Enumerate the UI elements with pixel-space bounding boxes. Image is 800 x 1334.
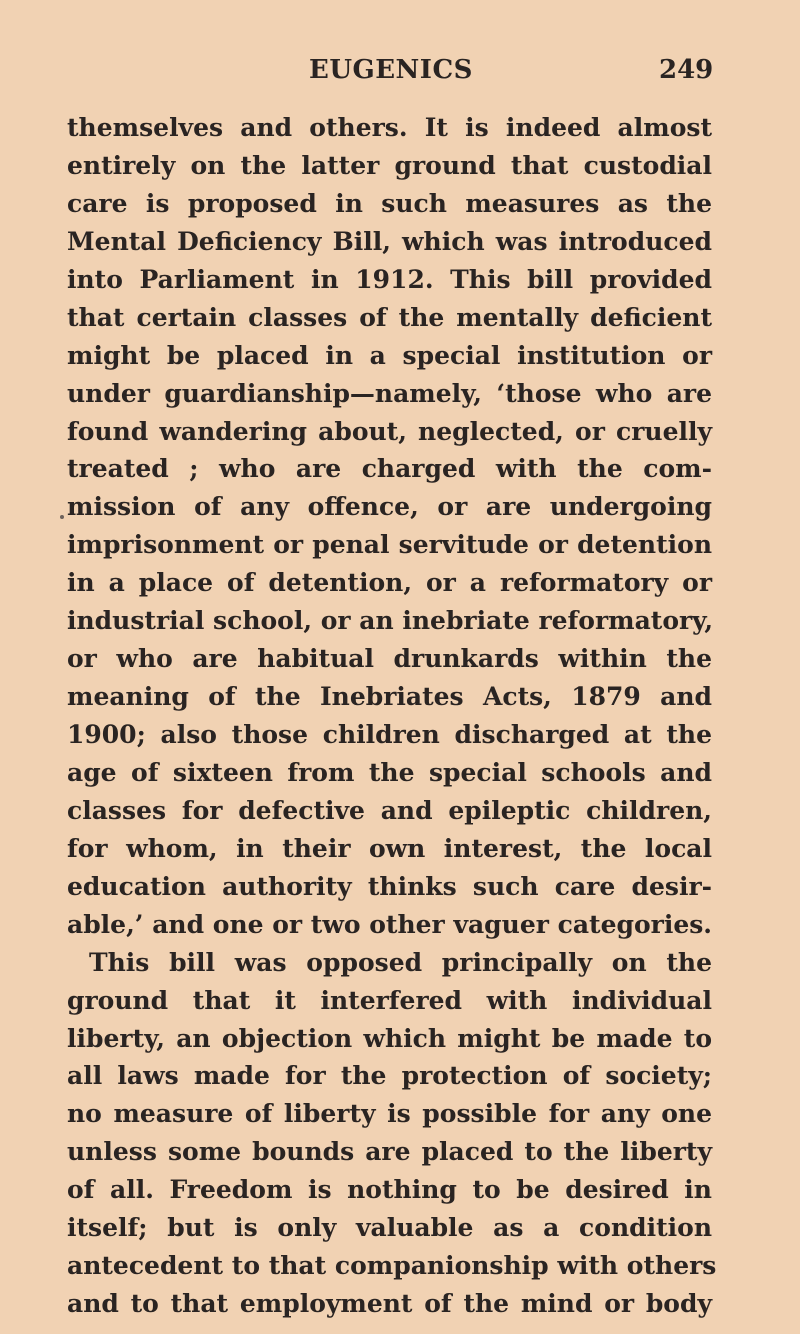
text-line: able,’ and one or two other vaguer categories. — [67, 909, 712, 939]
text-line: mission of any offence, or are undergoing — [67, 492, 712, 522]
text-line: ground that it interfered with individual — [67, 985, 712, 1015]
running-head — [0, 50, 800, 90]
text-line: Mental Deficiency Bill, which was introduced — [67, 226, 712, 256]
text-line: imprisonment or penal servitude or detention — [67, 530, 712, 560]
text-line: classes for defective and epileptic children, — [67, 795, 712, 825]
text-line: 1900; also those children discharged at the — [67, 720, 712, 749]
text-line: for whom, in their own interest, the local — [67, 833, 712, 863]
text-line: antecedent to that companionship with others — [67, 1251, 717, 1281]
text-line: that certain classes of the mentally deficient — [67, 302, 712, 332]
running-title: EUGENICS — [309, 55, 473, 85]
text-line: no measure of liberty is possible for any one — [67, 1099, 712, 1129]
text-line: under guardianship—namely, ‘those who are — [67, 378, 712, 408]
text-line: meaning of the Inebriates Acts, 1879 and — [67, 682, 712, 712]
text-line: of all. Freedom is nothing to be desired in — [67, 1175, 712, 1205]
text-line: and to that employment of the mind or body — [67, 1289, 712, 1319]
text-line: treated ; who are charged with the com- — [67, 454, 712, 484]
paragraph-start-line: This bill was opposed principally on the — [89, 947, 712, 977]
text-line: care is proposed in such measures as the — [67, 188, 712, 218]
text-line: found wandering about, neglected, or cruelly — [67, 416, 712, 446]
text-line: education authority thinks such care desir- — [67, 871, 712, 901]
margin-speck — [60, 515, 64, 519]
text-line: entirely on the latter ground that custodial — [67, 150, 712, 180]
body-text — [67, 109, 717, 1323]
text-line: in a place of detention, or a reformatory or — [67, 568, 712, 598]
text-line: might be placed in a special institution or — [67, 340, 712, 370]
text-line: age of sixteen from the special schools and — [67, 757, 712, 787]
text-line: industrial school, or an inebriate reformatory, — [67, 606, 714, 636]
text-line: unless some bounds are placed to the liberty — [67, 1137, 712, 1167]
text-line: all laws made for the protection of society; — [67, 1061, 712, 1091]
text-line: into Parliament in 1912. This bill provided — [67, 264, 712, 294]
text-line: or who are habitual drunkards within the — [67, 644, 712, 674]
page-number: 249 — [659, 55, 714, 85]
text-line: themselves and others. It is indeed almost — [67, 113, 712, 142]
text-line: liberty, an objection which might be made to — [67, 1023, 712, 1053]
text-line: itself; but is only valuable as a condition — [67, 1213, 712, 1243]
